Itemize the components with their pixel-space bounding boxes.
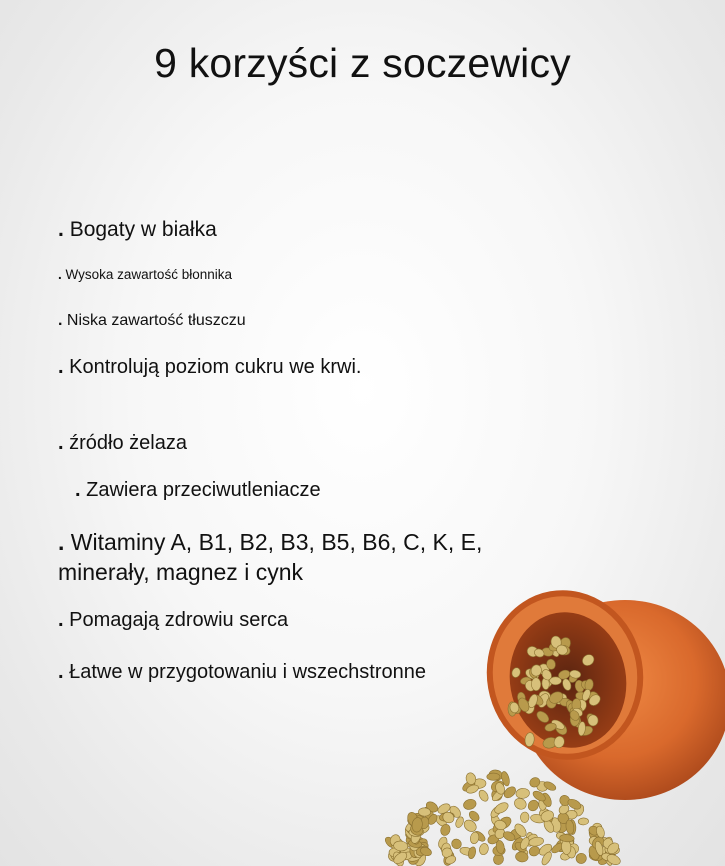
lentil <box>515 788 530 799</box>
benefit-item <box>58 356 361 379</box>
bullet: . <box>58 609 64 631</box>
benefit-item <box>58 527 528 587</box>
lentil <box>578 818 589 826</box>
benefit-text: Witaminy A, B1, B2, B3, B5, B6, C, K, E, minerały, magnez i cynk <box>58 529 483 585</box>
bullet: . <box>58 356 64 378</box>
benefit-text: Kontrolują poziom cukru we krwi. <box>69 356 362 378</box>
benefit-text: Bogaty w białka <box>69 218 217 241</box>
lentil <box>462 798 477 811</box>
lentil <box>531 678 541 691</box>
benefit-item <box>58 218 217 242</box>
bullet: . <box>58 312 63 329</box>
lentil <box>478 843 489 856</box>
bullet: . <box>58 529 65 555</box>
benefit-text: źródło żelaza <box>69 432 187 454</box>
benefit-text: Wysoka zawartość błonnika <box>65 267 232 282</box>
benefit-item <box>58 312 246 330</box>
lentil <box>418 808 430 817</box>
page-title: 9 korzyści z soczewicy <box>154 40 571 86</box>
lentil <box>526 798 540 813</box>
bullet: . <box>58 432 64 454</box>
lentil <box>487 773 500 780</box>
lentil <box>454 816 465 829</box>
lentil <box>477 789 490 803</box>
bullet: . <box>75 479 81 501</box>
benefit-text: Zawiera przeciwutleniacze <box>86 479 321 501</box>
benefit-item <box>58 661 426 684</box>
benefit-item <box>58 267 232 282</box>
benefit-text: Pomagają zdrowiu serca <box>69 609 289 631</box>
bullet: . <box>58 218 64 241</box>
benefit-item <box>75 479 321 502</box>
bullet: . <box>58 661 64 683</box>
benefit-text: Niska zawartość tłuszczu <box>66 312 246 329</box>
lentils-pot-icon <box>380 585 725 866</box>
lentil <box>550 677 562 685</box>
lentil <box>520 812 529 823</box>
bullet: . <box>58 267 62 282</box>
benefit-text: Łatwe w przygotowaniu i wszechstronne <box>69 661 426 683</box>
benefit-item <box>58 432 187 455</box>
benefit-item <box>58 609 288 632</box>
